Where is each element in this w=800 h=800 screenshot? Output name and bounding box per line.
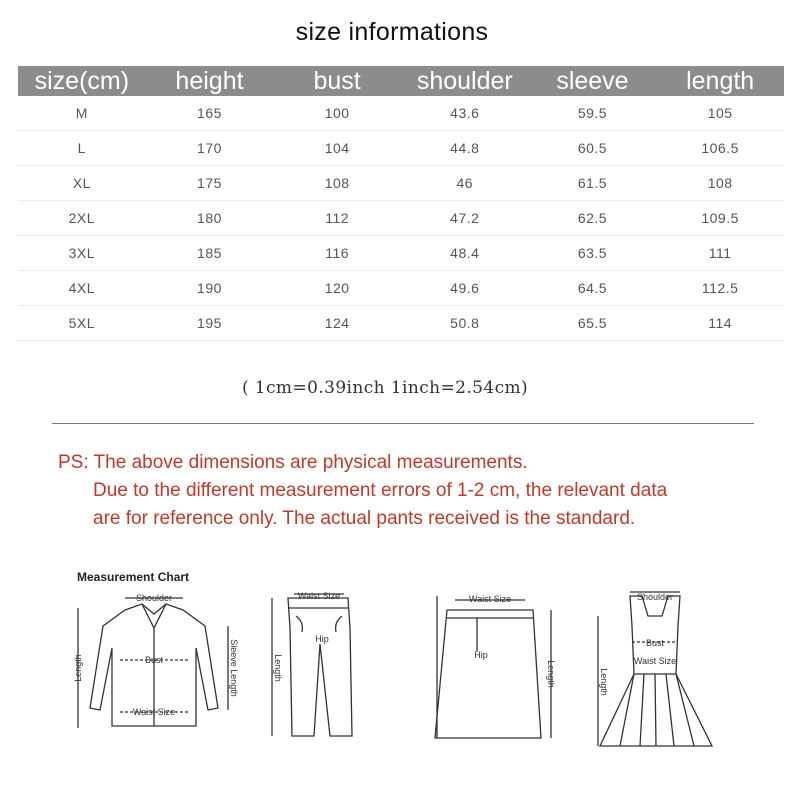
- table-cell: 120: [273, 271, 401, 306]
- table-cell: 124: [273, 306, 401, 341]
- skirt-waist-label: Waist Size: [468, 594, 512, 604]
- skirt-icon: [425, 588, 565, 748]
- dress-diagram: [590, 586, 720, 756]
- table-cell: 165: [146, 96, 274, 131]
- table-cell: 59.5: [529, 96, 657, 131]
- column-header: size(cm): [18, 66, 146, 96]
- table-cell: 62.5: [529, 201, 657, 236]
- shirt-length-label: Length: [73, 654, 83, 682]
- unit-conversion-note: ( 1cm=0.39inch 1inch=2.54cm): [241, 378, 529, 398]
- table-cell: 111: [656, 236, 784, 271]
- table-row: [18, 236, 784, 271]
- table-cell: 60.5: [529, 131, 657, 166]
- table-cell: 112: [273, 201, 401, 236]
- table-row: [18, 96, 784, 131]
- table-cell: 108: [656, 166, 784, 201]
- divider: [52, 423, 754, 424]
- table-cell: 65.5: [529, 306, 657, 341]
- page-title: size informations: [295, 18, 489, 46]
- shirt-shoulder-label: Shoulder: [135, 593, 173, 603]
- column-header: sleeve: [529, 66, 657, 96]
- table-cell: 106.5: [656, 131, 784, 166]
- table-cell: 2XL: [18, 201, 146, 236]
- pants-hip-label: Hip: [315, 634, 329, 644]
- table-cell: 5XL: [18, 306, 146, 341]
- table-cell: 175: [146, 166, 274, 201]
- table-header-row: [18, 66, 784, 96]
- shirt-sleeve-label: Sleeve Length: [229, 639, 239, 697]
- column-header: length: [656, 66, 784, 96]
- pants-waist-label: Waist Size: [297, 591, 341, 601]
- table-row: [18, 201, 784, 236]
- table-cell: 114: [656, 306, 784, 341]
- size-table: [18, 66, 784, 341]
- table-cell: 46: [401, 166, 529, 201]
- column-header: shoulder: [401, 66, 529, 96]
- table-cell: 109.5: [656, 201, 784, 236]
- table-cell: 63.5: [529, 236, 657, 271]
- skirt-hip-label: Hip: [474, 650, 488, 660]
- table-cell: M: [18, 96, 146, 131]
- shirt-bust-label: Bust: [144, 655, 164, 665]
- notice-line-3: are for reference only. The actual pants received is the standard.: [93, 508, 636, 529]
- table-cell: 4XL: [18, 271, 146, 306]
- table-cell: 48.4: [401, 236, 529, 271]
- pants-icon: [258, 588, 368, 748]
- table-cell: 180: [146, 201, 274, 236]
- skirt-length-label: Length: [546, 660, 556, 688]
- dress-length-label: Length: [599, 668, 609, 696]
- notice-text: [58, 449, 778, 533]
- table-cell: 195: [146, 306, 274, 341]
- table-cell: 190: [146, 271, 274, 306]
- column-header: height: [146, 66, 274, 96]
- table-row: [18, 166, 784, 201]
- shirt-icon: [70, 588, 240, 748]
- table-cell: 3XL: [18, 236, 146, 271]
- notice-line-2: Due to the different measurement errors of 1-2 cm, the relevant data: [93, 480, 668, 501]
- dress-waist-label: Waist Size: [633, 656, 677, 666]
- column-header: bust: [273, 66, 401, 96]
- notice-line-1: PS: The above dimensions are physical measurements.: [58, 452, 528, 473]
- dress-bust-label: Bust: [645, 638, 665, 648]
- table-row: [18, 306, 784, 341]
- shirt-waist-label: Waist Size: [132, 707, 176, 717]
- table-cell: 47.2: [401, 201, 529, 236]
- table-cell: XL: [18, 166, 146, 201]
- table-cell: 104: [273, 131, 401, 166]
- table-row: [18, 271, 784, 306]
- table-row: [18, 131, 784, 166]
- table-cell: 61.5: [529, 166, 657, 201]
- table-cell: 49.6: [401, 271, 529, 306]
- dress-shoulder-label: Shoulder: [636, 592, 674, 602]
- table-cell: 100: [273, 96, 401, 131]
- shirt-diagram: [70, 588, 240, 748]
- table-cell: 108: [273, 166, 401, 201]
- measurement-chart-title: Measurement Chart: [77, 570, 190, 584]
- table-cell: 170: [146, 131, 274, 166]
- table-cell: 43.6: [401, 96, 529, 131]
- table-cell: 185: [146, 236, 274, 271]
- table-cell: L: [18, 131, 146, 166]
- pants-length-label: Length: [273, 654, 283, 682]
- table-body: [18, 96, 784, 341]
- skirt-diagram: [425, 588, 565, 748]
- table-cell: 50.8: [401, 306, 529, 341]
- table-cell: 116: [273, 236, 401, 271]
- table-cell: 44.8: [401, 131, 529, 166]
- table-cell: 112.5: [656, 271, 784, 306]
- dress-icon: [590, 586, 720, 756]
- table-cell: 105: [656, 96, 784, 131]
- table-cell: 64.5: [529, 271, 657, 306]
- pants-diagram: [258, 588, 368, 748]
